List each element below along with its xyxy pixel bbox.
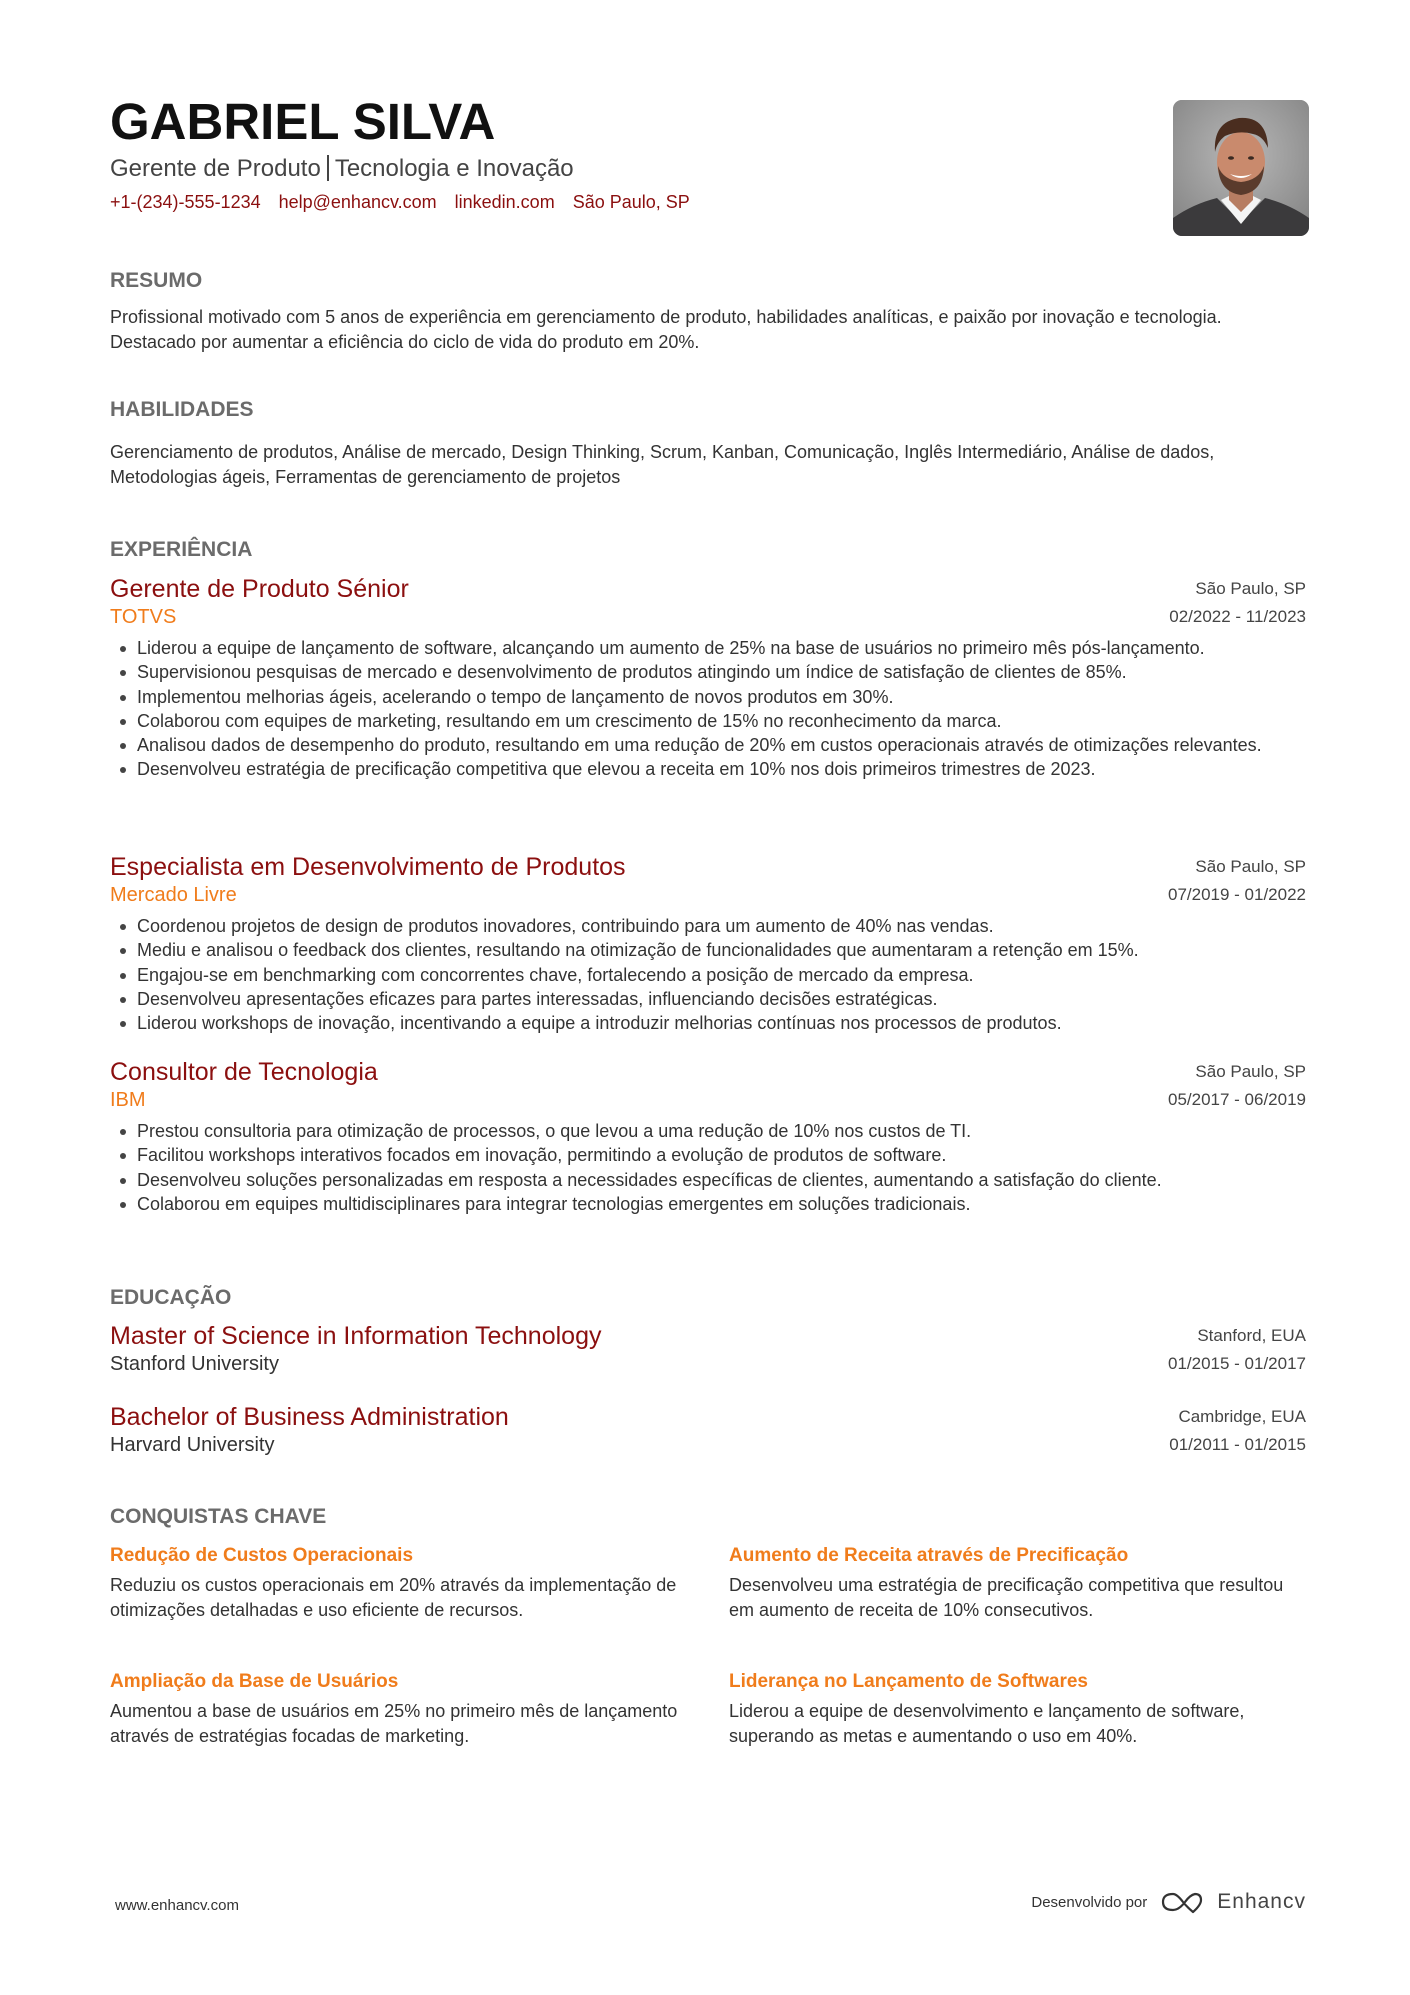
- job-bullet: Engajou-se em benchmarking com concorrentes chave, fortalecendo a posição de mercado da empresa.: [110, 963, 1306, 987]
- job-bullets: [110, 636, 1306, 782]
- job-meta: [1168, 852, 1306, 908]
- achievement-desc: Reduziu os custos operacionais em 20% através da implementação de otimizações detalhadas e uso eficiente de recursos.: [110, 1575, 677, 1620]
- education-dates: 01/2015 - 01/2017: [1167, 1354, 1306, 1373]
- job-bullets: [110, 1119, 1306, 1216]
- job-bullet: Prestou consultoria para otimização de processos, o que levou a uma redução de 10% nos custos de TI.: [110, 1119, 1306, 1143]
- experience-entry: [110, 574, 1306, 782]
- title-divider: [327, 155, 329, 181]
- experience-entry: [110, 852, 1306, 1035]
- job-bullet: Analisou dados de desempenho do produto, resultando em uma redução de 20% em custos operacionais através de otimizações relevantes.: [110, 733, 1306, 757]
- resume-header: [110, 92, 1306, 242]
- job-dates: 07/2019 - 01/2022: [1167, 885, 1306, 904]
- job-bullet: Facilitou workshops interativos focados em inovação, permitindo a evolução de produtos de software.: [110, 1143, 1306, 1167]
- achievements-heading: CONQUISTAS CHAVE: [110, 1505, 327, 1528]
- skills-heading: HABILIDADES: [110, 398, 254, 421]
- job-dates: 05/2017 - 06/2019: [1167, 1090, 1306, 1109]
- job-bullet: Liderou a equipe de lançamento de software, alcançando um aumento de 25% na base de usuários no primeiro mês pós-lançamento.: [110, 636, 1306, 660]
- title-role: Gerente de Produto: [110, 155, 321, 182]
- achievement-desc: Desenvolveu uma estratégia de precificação competitiva que resultou em aumento de receita de 10% consecutivos.: [729, 1575, 1284, 1620]
- experience-entry: [110, 1057, 1306, 1216]
- achievement-item: [729, 1669, 1299, 1749]
- education-meta: [1168, 1321, 1306, 1377]
- contact-location: São Paulo, SP: [572, 192, 690, 212]
- achievement-item: [110, 1543, 680, 1623]
- job-bullet: Colaborou em equipes multidisciplinares para integrar tecnologias emergentes em soluções tradicionais.: [110, 1192, 1306, 1216]
- job-meta: [1168, 1057, 1306, 1113]
- job-company: Mercado Livre: [110, 884, 237, 906]
- education-entry: [110, 1402, 1306, 1458]
- skills-text: Gerenciamento de produtos, Análise de mercado, Design Thinking, Scrum, Kanban, Comunicação, Inglês Intermediário, Análise de dados, Metodologias ágeis, Ferramentas de gerenciamento de projetos: [110, 442, 1215, 487]
- candidate-name: GABRIEL SILVA: [110, 93, 496, 150]
- job-company: TOTVS: [110, 606, 177, 628]
- contact-row: [110, 190, 690, 214]
- job-bullet: Supervisionou pesquisas de mercado e desenvolvimento de produtos atingindo um índice de satisfação de clientes de 85%.: [110, 660, 1306, 684]
- enhancv-brand-name: Enhancv: [1217, 1890, 1306, 1913]
- school-name: Stanford University: [110, 1353, 279, 1375]
- job-bullet: Implementou melhorias ágeis, acelerando o tempo de lançamento de novos produtos em 30%.: [110, 685, 1306, 709]
- job-bullets: [110, 914, 1306, 1035]
- job-title: Especialista em Desenvolvimento de Produtos: [110, 853, 626, 881]
- education-location: Cambridge, EUA: [1178, 1407, 1306, 1426]
- job-bullet: Colaborou com equipes de marketing, resultando em um crescimento de 15% no reconhecimento da marca.: [110, 709, 1306, 733]
- powered-by-label: Desenvolvido por: [1031, 1893, 1148, 1911]
- achievement-title: Redução de Custos Operacionais: [110, 1545, 414, 1566]
- enhancv-logo-icon: [1159, 1890, 1205, 1914]
- education-location: Stanford, EUA: [1197, 1326, 1306, 1345]
- degree-title: Master of Science in Information Technology: [110, 1322, 602, 1350]
- job-bullet: Coordenou projetos de design de produtos inovadores, contribuindo para um aumento de 40% nas vendas.: [110, 914, 1306, 938]
- summary-text: Profissional motivado com 5 anos de experiência em gerenciamento de produto, habilidades analíticas, e paixão por inovação e tecnologia. Destacado por aumentar a eficiência do ciclo de vida do produto em 20%.: [110, 307, 1222, 352]
- footer-website-link[interactable]: www.enhancv.com: [115, 1897, 239, 1914]
- experience-heading: EXPERIÊNCIA: [110, 538, 253, 561]
- profile-photo: [1173, 100, 1309, 236]
- resume-page: [110, 0, 1306, 1995]
- achievement-title: Aumento de Receita através de Precificação: [729, 1545, 1129, 1566]
- school-name: Harvard University: [110, 1434, 275, 1456]
- achievement-title: Ampliação da Base de Usuários: [110, 1671, 399, 1692]
- achievement-desc: Aumentou a base de usuários em 25% no primeiro mês de lançamento através de estratégias focadas de marketing.: [110, 1701, 678, 1746]
- job-location: São Paulo, SP: [1195, 579, 1306, 598]
- education-dates: 01/2011 - 01/2015: [1169, 1435, 1306, 1454]
- job-bullet: Desenvolveu estratégia de precificação competitiva que elevou a receita em 10% nos dois primeiros trimestres de 2023.: [110, 757, 1306, 781]
- contact-email[interactable]: help@enhancv.com: [278, 192, 437, 212]
- education-entry: [110, 1321, 1306, 1377]
- contact-linkedin[interactable]: linkedin.com: [454, 192, 555, 212]
- footer-branding: [1031, 1890, 1306, 1914]
- education-meta: [1169, 1402, 1306, 1458]
- job-bullet: Liderou workshops de inovação, incentivando a equipe a introduzir melhorias contínuas nos processos de produtos.: [110, 1011, 1306, 1035]
- profile-photo-illustration: [1173, 100, 1309, 236]
- job-location: São Paulo, SP: [1195, 1062, 1306, 1081]
- achievement-desc: Liderou a equipe de desenvolvimento e lançamento de software, superando as metas e aumentando o uso em 40%.: [729, 1701, 1245, 1746]
- job-bullet: Desenvolveu soluções personalizadas em resposta a necessidades específicas de clientes, aumentando a satisfação do cliente.: [110, 1168, 1306, 1192]
- education-heading: EDUCAÇÃO: [110, 1286, 232, 1309]
- job-title: Consultor de Tecnologia: [110, 1058, 378, 1086]
- candidate-title: [110, 154, 574, 184]
- job-title: Gerente de Produto Sénior: [110, 575, 409, 603]
- achievement-item: [110, 1669, 680, 1749]
- title-focus: Tecnologia e Inovação: [334, 155, 574, 182]
- summary-heading: RESUMO: [110, 269, 203, 292]
- job-location: São Paulo, SP: [1195, 857, 1306, 876]
- job-meta: [1169, 574, 1306, 630]
- contact-phone[interactable]: +1-(234)-555-1234: [110, 192, 261, 212]
- job-bullet: Mediu e analisou o feedback dos clientes, resultando na otimização de funcionalidades que aumentaram a retenção em 15%.: [110, 938, 1306, 962]
- job-bullet: Desenvolveu apresentações eficazes para partes interessadas, influenciando decisões estratégicas.: [110, 987, 1306, 1011]
- job-company: IBM: [110, 1089, 146, 1111]
- achievement-title: Liderança no Lançamento de Softwares: [729, 1671, 1088, 1692]
- degree-title: Bachelor of Business Administration: [110, 1403, 509, 1431]
- achievement-item: [729, 1543, 1299, 1623]
- job-dates: 02/2022 - 11/2023: [1169, 607, 1306, 626]
